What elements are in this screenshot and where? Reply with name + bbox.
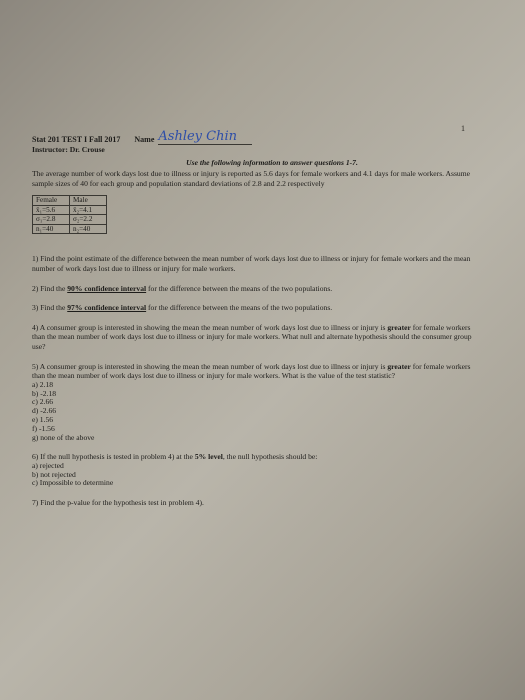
q5-bold: greater xyxy=(387,361,411,371)
exam-header xyxy=(32,130,492,145)
q5-text-b: for female workers than the mean number of work days lost due to illness or injury for male workers. What is the value of the test statistic? xyxy=(32,361,471,381)
handwritten-name: Ashley Chin xyxy=(158,130,252,145)
q5-option: a) 2.18 xyxy=(32,379,54,389)
q6-option: a) rejected xyxy=(32,460,64,470)
q6-option: b) not rejected xyxy=(32,469,76,479)
header-male: Male xyxy=(70,196,107,206)
table-cell: n₁=40 xyxy=(33,224,70,234)
table-cell: σ₁=2.8 xyxy=(33,215,70,225)
table-cell: n₂=40 xyxy=(70,224,107,234)
q3-underlined: 97% confidence interval xyxy=(67,303,147,313)
q5-text-a: 5) A consumer group is interested in showing the mean the mean number of work days lost due to illness or injury is xyxy=(32,361,388,371)
q6-options xyxy=(32,462,472,488)
table-header-row xyxy=(33,196,107,206)
q5-options xyxy=(32,381,472,443)
table-cell: x̄₂=4.1 xyxy=(70,205,107,215)
intro-paragraph: The average number of work days lost due to illness or injury is reported as 5.6 days for female workers and 4.1 days for male workers. Assume sample sizes of 40 for each group and population standard deviations of 2.8 and 2.2 respectively xyxy=(32,169,471,188)
table-row xyxy=(33,224,107,234)
question-5 xyxy=(32,362,472,443)
q3-suffix: for the difference between the means of the two populations. xyxy=(146,303,333,313)
instructor-line: Instructor: Dr. Crouse xyxy=(32,145,105,154)
header-female: Female xyxy=(33,196,70,206)
question-6 xyxy=(32,452,472,488)
question-2 xyxy=(32,284,472,294)
question-1: 1) Find the point estimate of the difference between the mean number of work days lost due to illness or injury for female workers and the mean number of work days lost due to illness or injury for male workers. xyxy=(32,254,471,273)
question-4 xyxy=(32,323,472,352)
q5-stem xyxy=(32,362,472,381)
q4-bold: greater xyxy=(387,322,411,332)
q5-option: d) -2.66 xyxy=(32,406,57,416)
question-3 xyxy=(32,303,472,313)
q6-text-b: , the null hypothesis should be: xyxy=(222,452,318,462)
q4-text-a: 4) A consumer group is interested in showing the mean the mean number of work days lost due to illness or injury is xyxy=(32,322,388,332)
info-heading: Use the following information to answer questions 1-7. xyxy=(186,157,358,167)
question-7: 7) Find the p-value for the hypothesis test in problem 4). xyxy=(32,498,204,508)
table-cell: σ₂=2.2 xyxy=(70,215,107,225)
q5-option: b) -2.18 xyxy=(32,388,57,398)
q6-bold: 5% level xyxy=(194,452,223,462)
exam-content xyxy=(32,130,492,508)
table-row xyxy=(33,215,107,225)
q5-option: g) none of the above xyxy=(32,432,95,442)
q6-stem xyxy=(32,452,472,462)
q2-prefix: 2) Find the xyxy=(32,283,68,293)
q3-prefix: 3) Find the xyxy=(32,303,68,313)
q5-option: c) 2.66 xyxy=(32,397,54,407)
q5-option: f) -1.56 xyxy=(32,423,55,433)
table-cell: x̄₁=5.6 xyxy=(33,205,70,215)
q5-option: e) 1.56 xyxy=(32,414,54,424)
page-number: 1 xyxy=(461,124,465,133)
q4-text-b: for female workers than the mean number of work days lost due to illness or injury for male workers. What null and alternate hypothesis should the consumer group use? xyxy=(32,322,472,351)
q2-suffix: for the difference between the means of the two populations. xyxy=(146,283,333,293)
q6-text-a: 6) If the null hypothesis is tested in problem 4) at the xyxy=(32,452,195,462)
q2-underlined: 90% confidence interval xyxy=(67,283,147,293)
q6-option: c) Impossible to determine xyxy=(32,478,114,488)
stats-table xyxy=(32,195,107,234)
table-row xyxy=(33,205,107,215)
exam-title: Stat 201 TEST I Fall 2017 xyxy=(32,135,121,145)
name-label: Name xyxy=(134,135,155,145)
